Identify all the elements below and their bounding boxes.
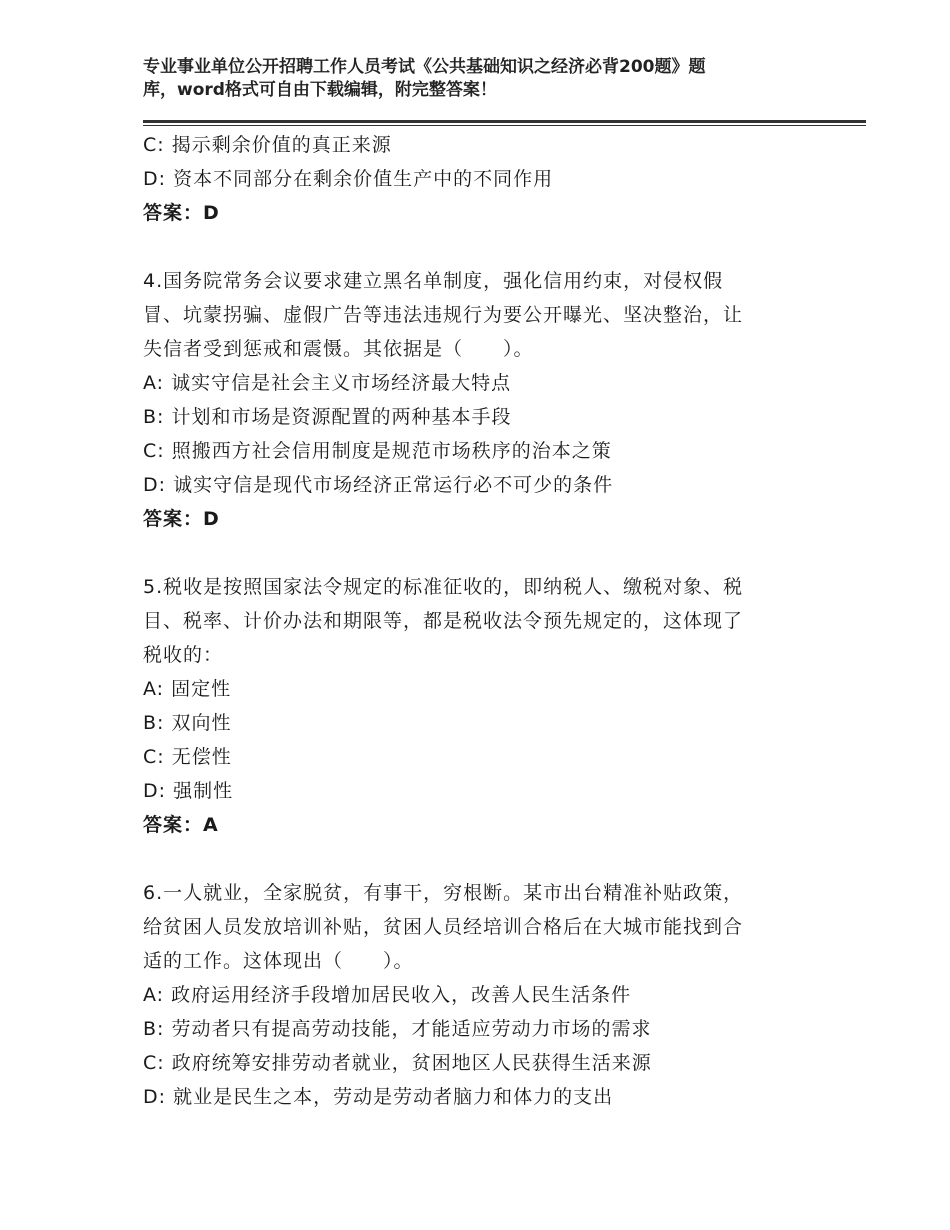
q6-stem-line-2: 给贫困人员发放培训补贴，贫困人员经培训合格后在大城市能找到合	[143, 916, 744, 938]
spacer	[143, 842, 803, 876]
q5-option-d: D: 强制性	[143, 780, 234, 802]
q5-option-b: B: 双向性	[143, 712, 232, 734]
question-4	[143, 264, 803, 536]
q3-answer: 答案：D	[143, 202, 220, 224]
q5-option-c: C: 无偿性	[143, 746, 232, 768]
q5-answer: 答案：A	[143, 814, 219, 836]
q6-stem-line-1: 6.一人就业，全家脱贫，有事干，穷根断。某市出台精准补贴政策，	[143, 882, 744, 904]
header-rule-thick	[143, 120, 866, 123]
q3-option-d: D: 资本不同部分在剩余价值生产中的不同作用	[143, 168, 554, 190]
document-body	[143, 128, 803, 1114]
q6-option-d: D: 就业是民生之本，劳动是劳动者脑力和体力的支出	[143, 1086, 614, 1108]
q6-stem-line-3: 适的工作。这体现出（ ）。	[143, 950, 414, 972]
q5-option-a: A: 固定性	[143, 678, 232, 700]
q5-stem-line-3: 税收的：	[143, 644, 224, 666]
spacer	[143, 536, 803, 570]
q6-option-b: B: 劳动者只有提高劳动技能，才能适应劳动力市场的需求	[143, 1018, 652, 1040]
q3-option-c: C: 揭示剩余价值的真正来源	[143, 134, 392, 156]
q4-stem-line-3: 失信者受到惩戒和震慑。其依据是（ ）。	[143, 338, 534, 360]
q6-option-c: C: 政府统筹安排劳动者就业，贫困地区人民获得生活来源	[143, 1052, 652, 1074]
q4-stem-line-2: 冒、坑蒙拐骗、虚假广告等违法违规行为要公开曝光、坚决整治，让	[143, 304, 744, 326]
q4-option-b: B: 计划和市场是资源配置的两种基本手段	[143, 406, 512, 428]
q5-stem-line-1: 5.税收是按照国家法令规定的标准征收的，即纳税人、缴税对象、税	[143, 576, 744, 598]
q4-stem-line-1: 4.国务院常务会议要求建立黑名单制度，强化信用约束，对侵权假	[143, 270, 724, 292]
q4-answer: 答案：D	[143, 508, 220, 530]
header-line-2: 库，word格式可自由下载编辑，附完整答案！	[143, 80, 497, 100]
q4-option-d: D: 诚实守信是现代市场经济正常运行必不可少的条件	[143, 474, 614, 496]
q5-stem-line-2: 目、税率、计价办法和期限等，都是税收法令预先规定的，这体现了	[143, 610, 744, 632]
q6-option-a: A: 政府运用经济手段增加居民收入，改善人民生活条件	[143, 984, 632, 1006]
document-header	[143, 56, 793, 102]
q4-option-c: C: 照搬西方社会信用制度是规范市场秩序的治本之策	[143, 440, 612, 462]
question-5	[143, 570, 803, 842]
header-rule-thin	[143, 125, 866, 126]
question-3-tail	[143, 128, 803, 230]
question-6	[143, 876, 803, 1114]
q4-option-a: A: 诚实守信是社会主义市场经济最大特点	[143, 372, 512, 394]
header-line-1: 专业事业单位公开招聘工作人员考试《公共基础知识之经济必背200题》题	[143, 57, 706, 77]
spacer	[143, 230, 803, 264]
